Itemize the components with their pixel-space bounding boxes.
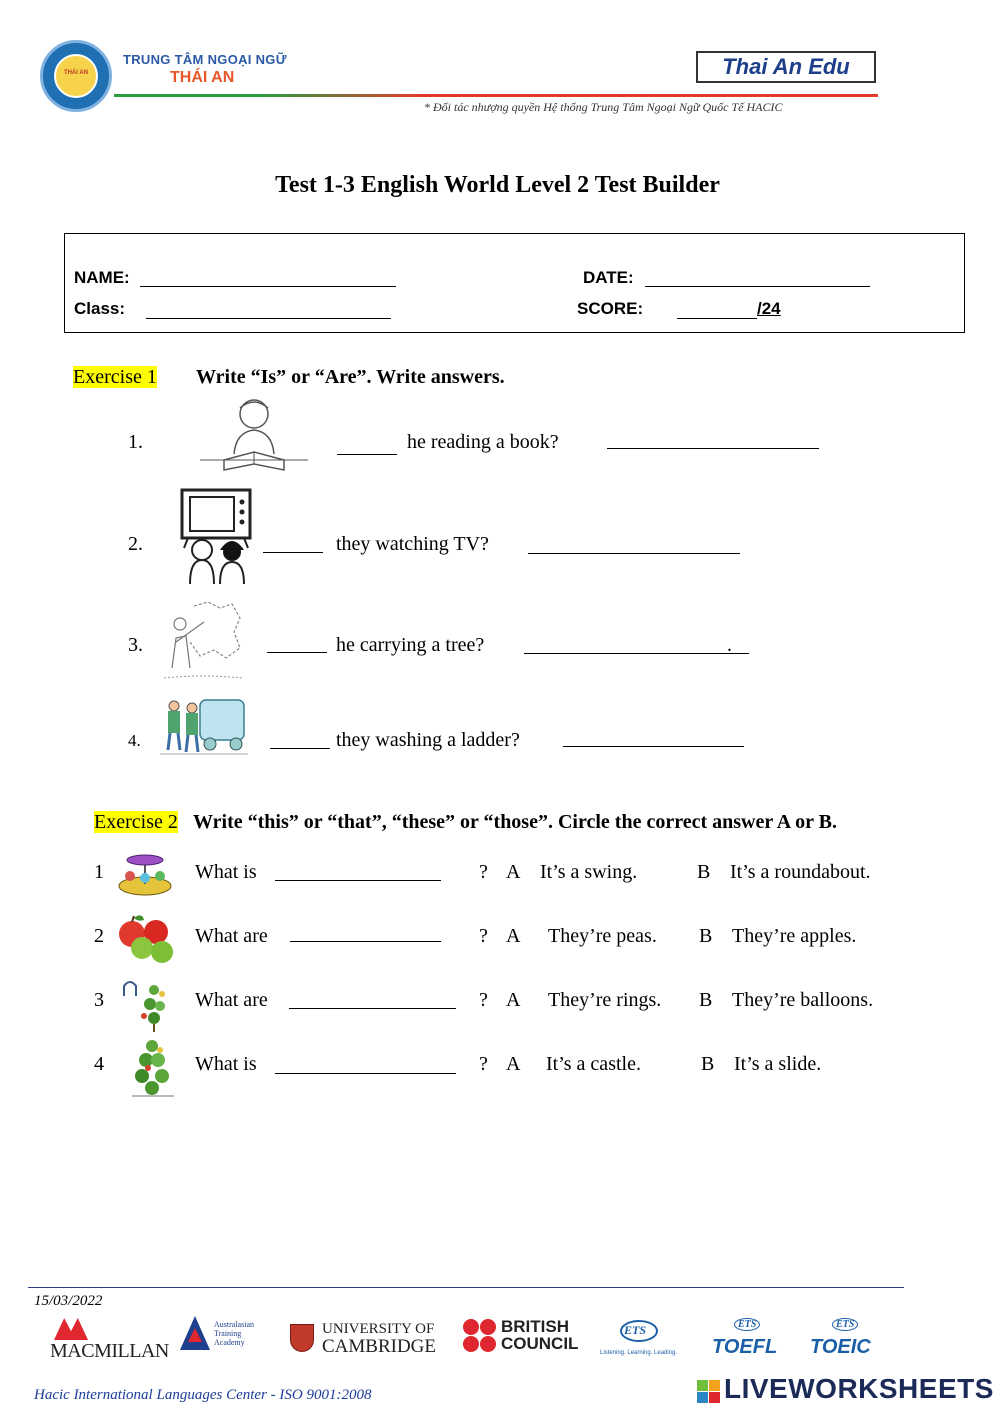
score-field[interactable] bbox=[677, 318, 757, 319]
name-label: NAME: bbox=[74, 268, 130, 287]
ex1-full-answer-line[interactable] bbox=[524, 653, 749, 654]
liveworksheets-wordmark: LIVEWORKSHEETS bbox=[724, 1373, 994, 1404]
ex2-question: What are bbox=[195, 925, 268, 947]
ex1-question: they washing a ladder? bbox=[336, 729, 520, 751]
ex1-answer-period: . bbox=[727, 634, 732, 656]
ex2-option-a[interactable]: It’s a castle. bbox=[546, 1053, 641, 1075]
ex2-question-mark: ? bbox=[479, 989, 488, 1011]
ex2-option-b-label[interactable]: B bbox=[699, 925, 713, 947]
ex2-option-a[interactable]: It’s a swing. bbox=[540, 861, 638, 883]
ets-logo bbox=[600, 1318, 682, 1362]
center-subname: THÁI AN bbox=[170, 69, 235, 86]
center-name: TRUNG TÂM NGOẠI NGỮ bbox=[123, 52, 287, 67]
british-council-dots-icon bbox=[463, 1319, 497, 1353]
ex2-item-number: 3 bbox=[94, 989, 104, 1011]
logo-text: THÁI AN bbox=[63, 70, 89, 76]
cambridge-shield-icon bbox=[290, 1324, 314, 1352]
ex2-option-a-label[interactable]: A bbox=[506, 1053, 521, 1075]
rings-picture bbox=[114, 976, 176, 1032]
ex1-item-number: 3. bbox=[128, 634, 143, 656]
roundabout-picture bbox=[114, 848, 176, 900]
boy-reading-picture bbox=[196, 394, 312, 480]
ata-logo bbox=[180, 1314, 270, 1362]
toefl-ets-badge: ETS bbox=[734, 1318, 760, 1331]
brand-box: Thai An Edu bbox=[696, 51, 876, 83]
toeic-logo bbox=[810, 1318, 886, 1362]
ex1-item-number: 4. bbox=[128, 731, 141, 750]
page-title: Test 1-3 English World Level 2 Test Builder bbox=[275, 172, 720, 198]
exercise1-instruction: Write “Is” or “Are”. Write answers. bbox=[196, 366, 505, 388]
ex2-answer-blank[interactable] bbox=[275, 880, 441, 881]
class-label: Class: bbox=[74, 299, 126, 318]
footer-date: 15/03/2022 bbox=[34, 1293, 103, 1309]
macmillan-wordmark: MACMILLAN bbox=[50, 1340, 169, 1362]
exercise2-label: Exercise 2 bbox=[94, 811, 178, 833]
ex2-question: What is bbox=[195, 861, 257, 883]
people-washing-ladder-picture bbox=[160, 694, 248, 760]
ex2-item-number: 1 bbox=[94, 861, 104, 883]
ex2-question: What are bbox=[195, 989, 268, 1011]
ex1-answer-blank[interactable] bbox=[270, 748, 330, 749]
toefl-logo bbox=[712, 1318, 788, 1362]
exercise1-label: Exercise 1 bbox=[73, 366, 157, 388]
ex1-full-answer-line[interactable] bbox=[607, 448, 819, 449]
man-carrying-tree-picture bbox=[160, 598, 244, 684]
ex2-option-a[interactable]: They’re peas. bbox=[548, 925, 657, 947]
ex2-option-a-label[interactable]: A bbox=[506, 989, 521, 1011]
date-label: DATE: bbox=[583, 268, 634, 287]
ex2-option-b-label[interactable]: B bbox=[697, 861, 711, 883]
ex1-question: they watching TV? bbox=[336, 533, 489, 555]
center-logo-emblem bbox=[54, 54, 98, 98]
ex1-item-number: 2. bbox=[128, 533, 143, 555]
ex1-full-answer-line[interactable] bbox=[563, 746, 744, 747]
score-total: /24 bbox=[757, 299, 781, 318]
castle-picture bbox=[126, 1036, 180, 1098]
ex2-option-a-label[interactable]: A bbox=[506, 925, 521, 947]
ex1-answer-blank[interactable] bbox=[263, 552, 323, 553]
ex1-item-number: 1. bbox=[128, 431, 143, 453]
date-field[interactable] bbox=[645, 286, 870, 287]
name-field[interactable] bbox=[140, 286, 396, 287]
apples-picture bbox=[114, 912, 176, 966]
ets-wordmark: ETS bbox=[624, 1323, 647, 1337]
ex2-answer-blank[interactable] bbox=[290, 941, 441, 942]
ex2-item-number: 2 bbox=[94, 925, 104, 947]
footer-rule bbox=[28, 1287, 904, 1288]
exercise2-instruction: Write “this” or “that”, “these” or “those”. Circle the correct answer A or B. bbox=[193, 811, 837, 833]
ex2-question: What is bbox=[195, 1053, 257, 1075]
british-council-logo bbox=[463, 1319, 583, 1359]
class-field[interactable] bbox=[146, 318, 391, 319]
cambridge-logo bbox=[290, 1320, 440, 1360]
ex2-answer-blank[interactable] bbox=[275, 1073, 456, 1074]
ex2-option-b-label[interactable]: B bbox=[701, 1053, 715, 1075]
ex2-question-mark: ? bbox=[479, 1053, 488, 1075]
macmillan-logo bbox=[50, 1318, 169, 1363]
score-label: SCORE: bbox=[577, 299, 644, 318]
ets-tagline: Listening. Learning. Leading. bbox=[600, 1350, 678, 1356]
cambridge-wordmark: UNIVERSITY OF CAMBRIDGE bbox=[322, 1321, 437, 1357]
british-council-wordmark: BRITISH COUNCIL bbox=[501, 1317, 579, 1353]
ex2-item-number: 4 bbox=[94, 1053, 104, 1075]
ex2-answer-blank[interactable] bbox=[289, 1008, 456, 1009]
children-watching-tv-picture bbox=[176, 488, 258, 586]
toefl-wordmark: TOEFL bbox=[712, 1336, 778, 1358]
ex2-option-b-label[interactable]: B bbox=[699, 989, 713, 1011]
ata-text: Australasian Training Academy bbox=[214, 1320, 254, 1347]
ex1-full-answer-line[interactable] bbox=[528, 553, 740, 554]
ex1-question: he reading a book? bbox=[407, 431, 559, 453]
ex2-option-b[interactable]: They’re apples. bbox=[732, 925, 857, 947]
partner-note: * Đối tác nhượng quyền Hệ thống Trung Tâm Ngoại Ngữ Quốc Tế HACIC bbox=[424, 100, 783, 114]
header-rule bbox=[114, 94, 878, 97]
ex2-option-b[interactable]: It’s a roundabout. bbox=[730, 861, 871, 883]
footer-center-name: Hacic International Languages Center - ISO 9001:2008 bbox=[34, 1387, 372, 1403]
ex1-question: he carrying a tree? bbox=[336, 634, 485, 656]
ex2-question-mark: ? bbox=[479, 925, 488, 947]
ex1-answer-blank[interactable] bbox=[267, 652, 327, 653]
toeic-ets-badge: ETS bbox=[832, 1318, 858, 1331]
ex1-answer-blank[interactable] bbox=[337, 454, 397, 455]
ex2-question-mark: ? bbox=[479, 861, 488, 883]
ex2-option-a-label[interactable]: A bbox=[506, 861, 521, 883]
ex2-option-a[interactable]: They’re rings. bbox=[548, 989, 662, 1011]
liveworksheets-icon bbox=[697, 1380, 721, 1404]
ex2-option-b[interactable]: They’re balloons. bbox=[732, 989, 874, 1011]
toeic-wordmark: TOEIC bbox=[810, 1336, 871, 1358]
ex2-option-b[interactable]: It’s a slide. bbox=[734, 1053, 822, 1075]
macmillan-mark-icon bbox=[54, 1318, 88, 1340]
